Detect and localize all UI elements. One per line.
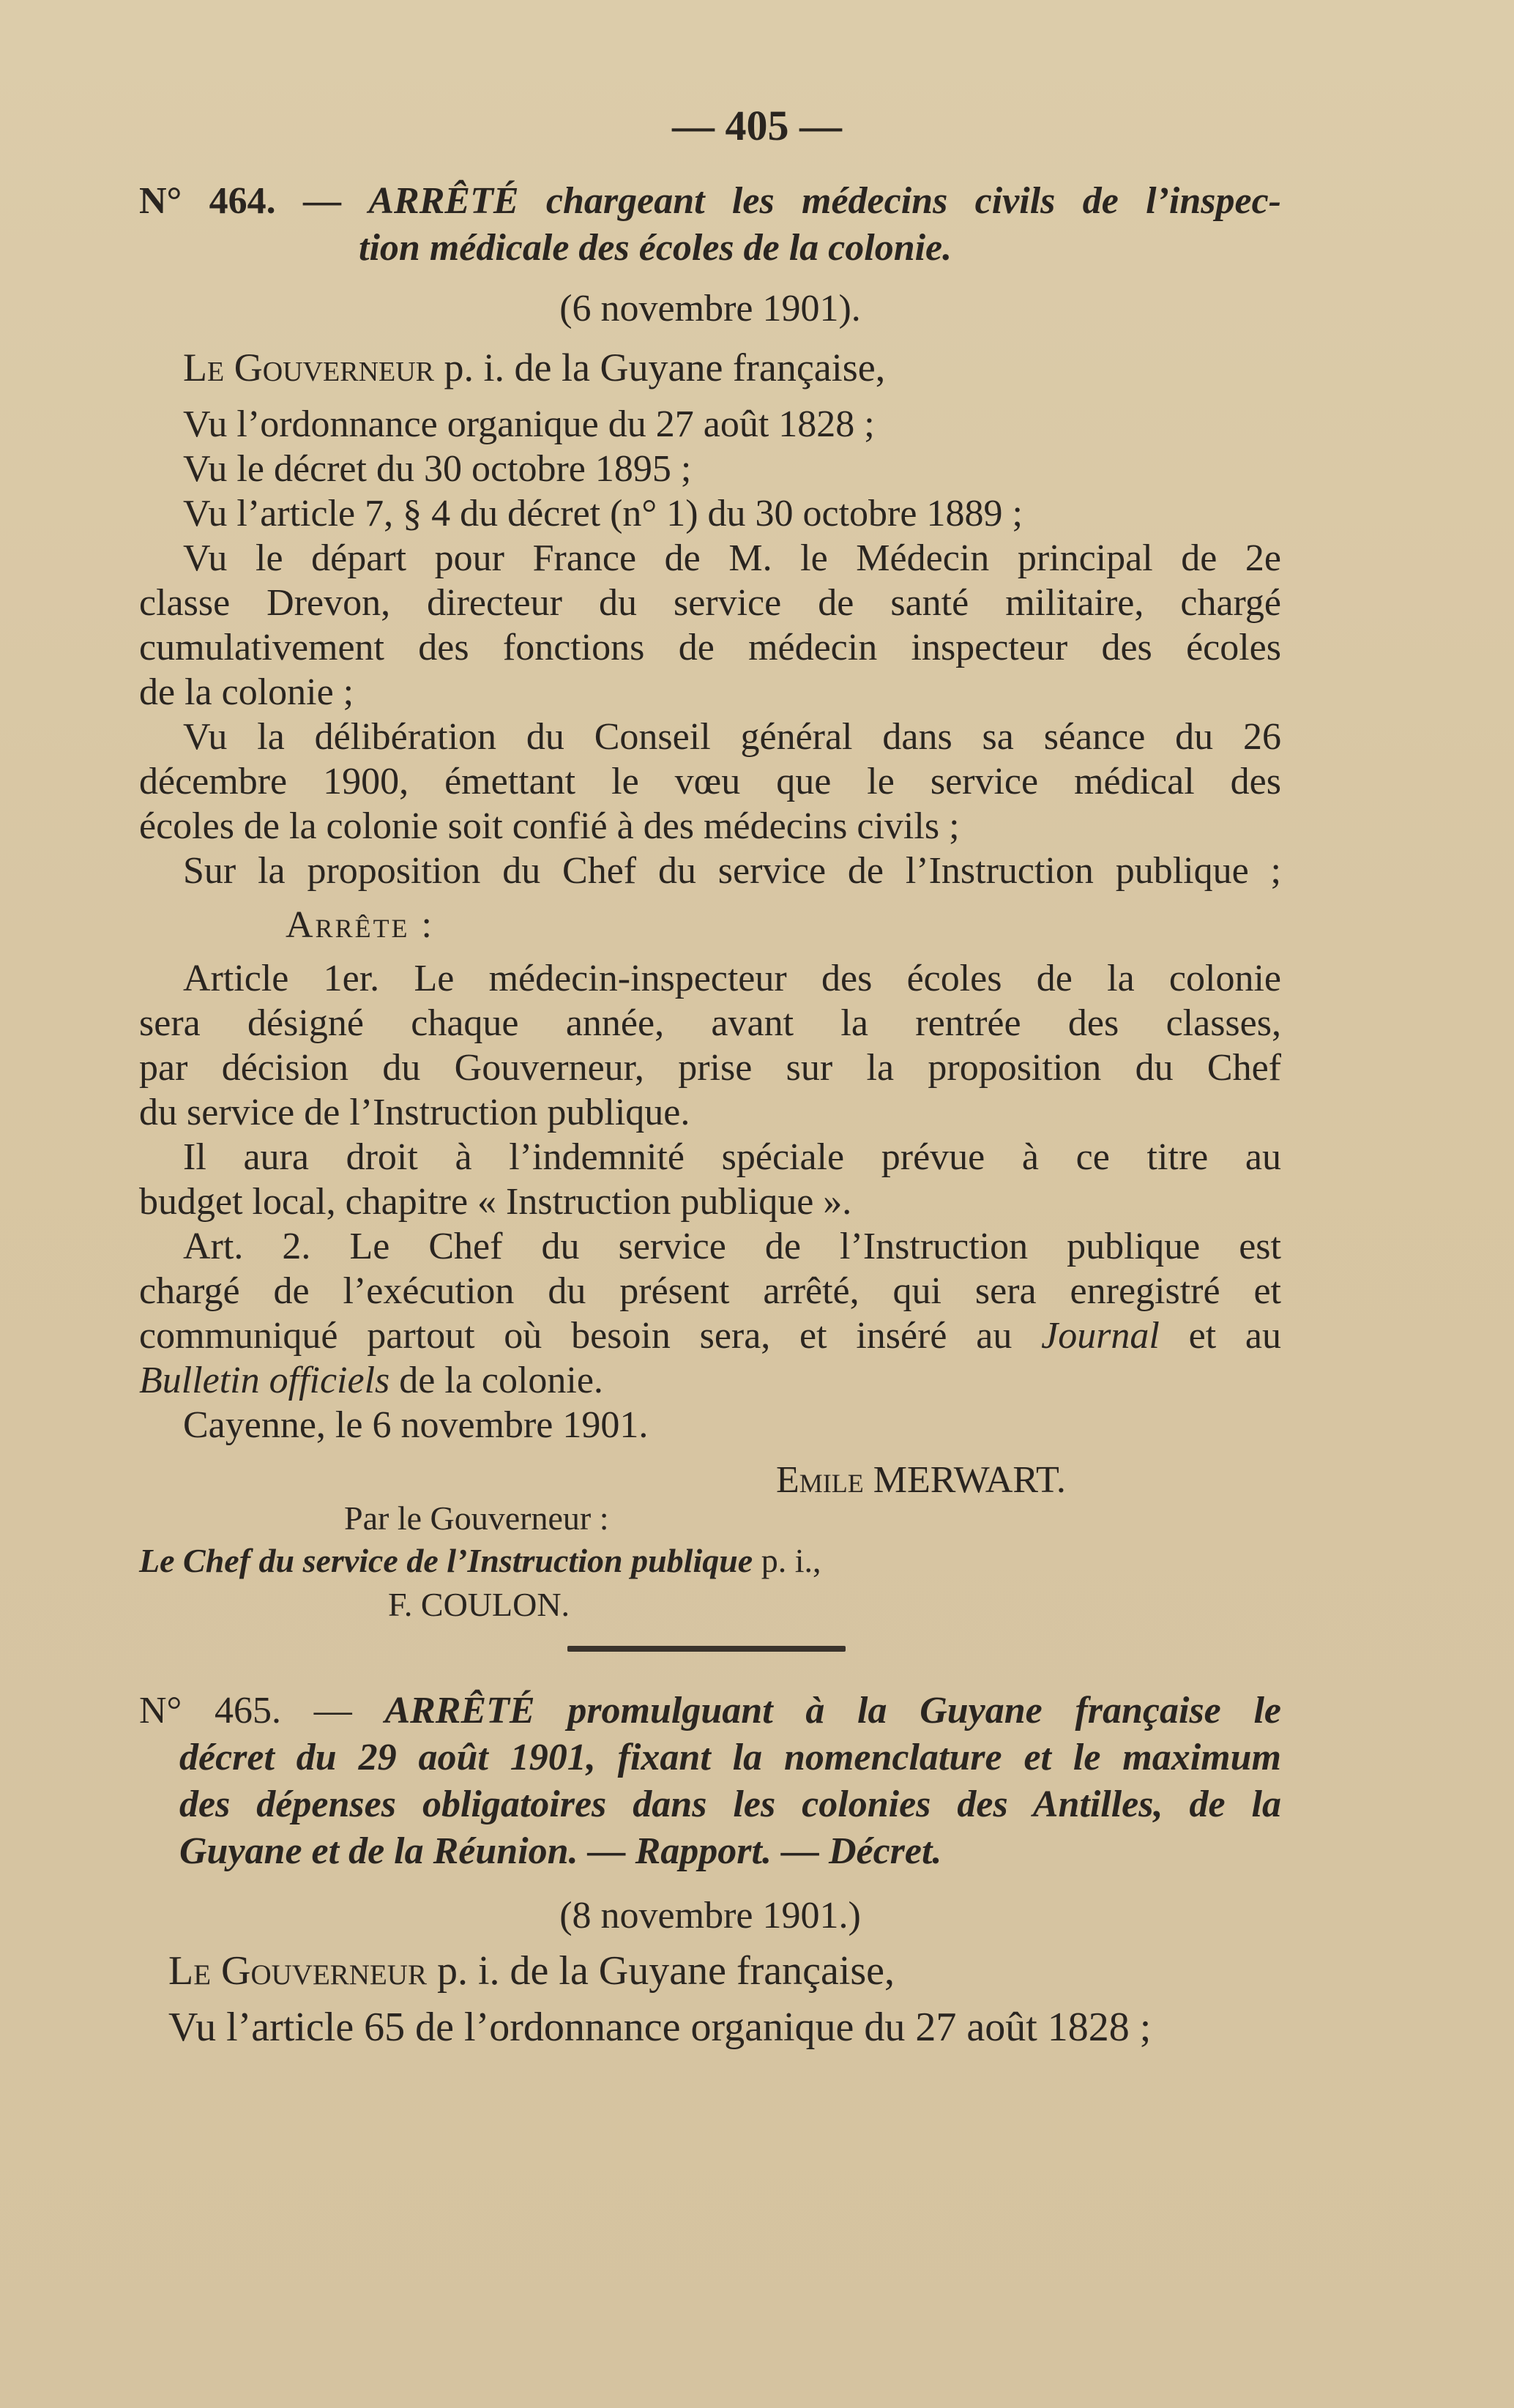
heading-text: chargeant les médecins civils de l’inspec- bbox=[518, 180, 1281, 222]
countersign-title: Le Chef du service de l’Instruction publique bbox=[139, 1542, 753, 1579]
article-line: Article 1er. Le médecin-inspecteur des écoles de la colonie bbox=[183, 958, 1281, 999]
vu-line: écoles de la colonie soit confié à des médecins civils ; bbox=[139, 805, 960, 847]
vu-line: cumulativement des fonctions de médecin inspecteur des écoles bbox=[139, 627, 1281, 668]
article-line: Art. 2. Le Chef du service de l’Instruction publique est bbox=[183, 1226, 1281, 1267]
article-line-journal bbox=[139, 1313, 1281, 1360]
section-heading-line-4: Guyane et de la Réunion. — Rapport. — Décret. bbox=[179, 1830, 942, 1872]
vu-line: Vu l’article 65 de l’ordonnance organique du 27 août 1828 ; bbox=[168, 2005, 1152, 2050]
intro-line bbox=[168, 1947, 1281, 1994]
countersign-name: F. COULON. bbox=[388, 1586, 570, 1623]
arrete-label: Arrête : bbox=[286, 904, 434, 946]
vu-line: Vu l’ordonnance organique du 27 août 1828 ; bbox=[183, 403, 875, 445]
heading-title: ARRÊTÉ bbox=[368, 180, 519, 222]
gouverneur-label: Le Gouverneur bbox=[183, 346, 435, 389]
vu-line: Vu l’article 7, § 4 du décret (n° 1) du 30 octobre 1889 ; bbox=[183, 493, 1023, 534]
vu-line: de la colonie ; bbox=[139, 671, 354, 713]
section-date: (8 novembre 1901.) bbox=[559, 1895, 861, 1937]
place-date: Cayenne, le 6 novembre 1901. bbox=[183, 1404, 649, 1446]
section-heading-line-1 bbox=[139, 1688, 1281, 1734]
heading-title: ARRÊTÉ bbox=[384, 1690, 535, 1732]
heading-number: N° 465. — bbox=[139, 1690, 385, 1732]
article-text: de la colonie. bbox=[389, 1360, 603, 1401]
vu-line: décembre 1900, émettant le vœu que le service médical des bbox=[139, 761, 1281, 802]
vu-line: Sur la proposition du Chef du service de l’Instruction publique ; bbox=[183, 850, 1281, 892]
section-heading-line-1 bbox=[139, 178, 1281, 225]
heading-text: promulguant à la Guyane française le bbox=[534, 1690, 1281, 1732]
article-line: chargé de l’exécution du présent arrêté, qui sera enregistré et bbox=[139, 1270, 1281, 1312]
section-divider bbox=[567, 1646, 846, 1652]
vu-line: Vu la délibération du Conseil général dans sa séance du 26 bbox=[183, 716, 1281, 758]
signatory-last-name: MERWART. bbox=[863, 1459, 1066, 1501]
intro-text: p. i. de la Guyane française, bbox=[426, 1948, 895, 1994]
article-line: Il aura droit à l’indemnité spéciale prévue à ce titre au bbox=[183, 1136, 1281, 1178]
bulletin-word: Bulletin officiels bbox=[139, 1360, 390, 1401]
vu-line: Vu le décret du 30 octobre 1895 ; bbox=[183, 448, 692, 490]
intro-line bbox=[183, 344, 1281, 391]
heading-number: N° 464. — bbox=[139, 180, 369, 222]
section-heading-line-2: tion médicale des écoles de la colonie. bbox=[359, 227, 952, 269]
vu-line: Vu le départ pour France de M. le Médecin principal de 2e bbox=[183, 537, 1281, 579]
section-heading-line-2: décret du 29 août 1901, fixant la nomenclature et le maximum bbox=[179, 1737, 1281, 1778]
section-date: (6 novembre 1901). bbox=[559, 288, 861, 329]
countersign-suffix: p. i., bbox=[753, 1542, 821, 1579]
page-number: — 405 — bbox=[672, 102, 842, 149]
signatory-first-name: Emile bbox=[776, 1459, 864, 1501]
journal-word: Journal bbox=[1041, 1315, 1160, 1357]
par-le-gouverneur: Par le Gouverneur : bbox=[344, 1499, 609, 1537]
article-text: et au bbox=[1159, 1315, 1281, 1357]
article-line: budget local, chapitre « Instruction publique ». bbox=[139, 1181, 852, 1223]
article-line: du service de l’Instruction publique. bbox=[139, 1092, 690, 1133]
section-heading-line-3: des dépenses obligatoires dans les colonies des Antilles, de la bbox=[179, 1783, 1281, 1825]
article-line-bulletin bbox=[139, 1357, 1281, 1404]
intro-text: p. i. de la Guyane française, bbox=[434, 346, 886, 389]
countersign-line bbox=[139, 1537, 1281, 1584]
article-text: communiqué partout où besoin sera, et inséré au bbox=[139, 1315, 1042, 1357]
gouverneur-label: Le Gouverneur bbox=[168, 1948, 427, 1994]
article-line: par décision du Gouverneur, prise sur la proposition du Chef bbox=[139, 1047, 1281, 1089]
vu-line: classe Drevon, directeur du service de santé militaire, chargé bbox=[139, 582, 1281, 624]
article-line: sera désigné chaque année, avant la rentrée des classes, bbox=[139, 1002, 1281, 1044]
